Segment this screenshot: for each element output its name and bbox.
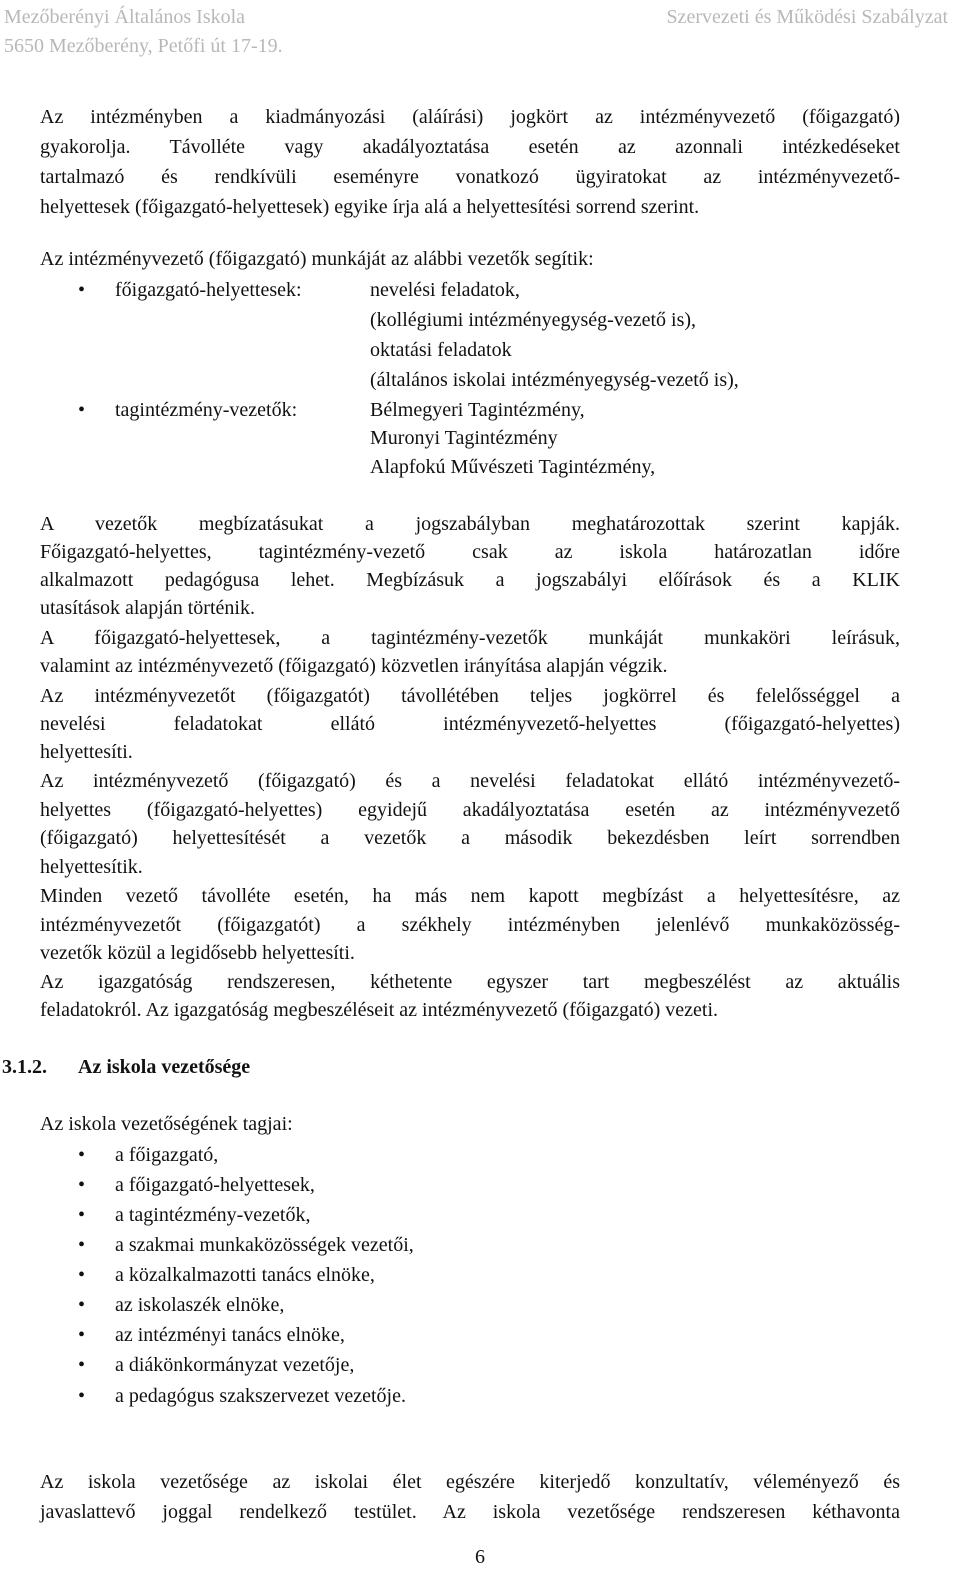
paragraph-line: Minden vezető távolléte esetén, ha más nem kapott megbízást a helyettesítésre, az	[40, 885, 900, 907]
paragraph-line: helyettesek (főigazgató-helyettesek) egyike írja alá a helyettesítési sorrend szerint.	[40, 196, 700, 218]
header-address: 5650 Mezőberény, Petőfi út 17-19.	[4, 35, 283, 57]
member-item: a főigazgató,	[115, 1144, 219, 1166]
member-item: a szakmai munkaközösségek vezetői,	[115, 1234, 414, 1256]
paragraph-line: Az intézményben a kiadmányozási (aláírási) jogkört az intézményvezető (főigazgató)	[40, 106, 900, 128]
header-school-name: Mezőberényi Általános Iskola	[4, 6, 246, 28]
branch-institution: Bélmegyeri Tagintézmény,	[370, 399, 585, 421]
bullet: •	[78, 1324, 86, 1346]
bullet: •	[78, 1144, 86, 1166]
bullet: •	[78, 1294, 86, 1316]
deputy-duty: nevelési feladatok,	[370, 279, 520, 301]
member-item: a tagintézmény-vezetők,	[115, 1204, 311, 1226]
paragraph-line: utasítások alapján történik.	[40, 597, 255, 619]
paragraph-line: Főigazgató-helyettes, tagintézmény-vezető csak az iskola határozatlan időre	[40, 541, 900, 563]
paragraph-line: Az intézményvezető (főigazgató) és a nevelési feladatokat ellátó intézményvezető-	[40, 770, 900, 792]
bullet: •	[78, 1174, 86, 1196]
deputy-duty: (általános iskolai intézményegység-vezető is),	[370, 369, 739, 391]
paragraph-line: javaslattevő joggal rendelkező testület. Az iskola vezetősége rendszeresen kéthavonta	[40, 1501, 900, 1523]
page-number: 6	[475, 1546, 485, 1568]
paragraph-line: helyettes (főigazgató-helyettes) egyidejű akadályoztatása esetén az intézményvezető	[40, 799, 900, 821]
paragraph-line: A főigazgató-helyettesek, a tagintézmény-vezetők munkáját munkaköri leírásuk,	[40, 627, 900, 649]
section-number: 3.1.2.	[2, 1056, 47, 1078]
member-item: a pedagógus szakszervezet vezetője.	[115, 1385, 406, 1407]
member-item: a diákönkormányzat vezetője,	[115, 1354, 355, 1376]
branch-institution: Muronyi Tagintézmény	[370, 427, 558, 449]
paragraph-line: valamint az intézményvezető (főigazgató) közvetlen irányítása alapján végzik.	[40, 655, 668, 677]
paragraph-line: gyakorolja. Távolléte vagy akadályoztatása esetén az azonnali intézkedéseket	[40, 136, 900, 158]
section-title: Az iskola vezetősége	[78, 1056, 251, 1078]
paragraph-line: Az iskola vezetősége az iskolai élet egészére kiterjedő konzultatív, véleményező és	[40, 1471, 900, 1493]
paragraph-line: nevelési feladatokat ellátó intézményvezető-helyettes (főigazgató-helyettes)	[40, 713, 900, 735]
bullet: •	[78, 279, 86, 301]
helpers-intro: Az intézményvezető (főigazgató) munkáját az alábbi vezetők segítik:	[40, 248, 594, 270]
deputy-duty: (kollégiumi intézményegység-vezető is),	[370, 309, 697, 331]
bullet: •	[78, 1204, 86, 1226]
bullet: •	[78, 1234, 86, 1256]
member-item: az iskolaszék elnöke,	[115, 1294, 285, 1316]
member-item: az intézményi tanács elnöke,	[115, 1324, 345, 1346]
branch-heads-label: tagintézmény-vezetők:	[115, 399, 298, 421]
paragraph-line: (főigazgató) helyettesítését a vezetők a második bekezdésben leírt sorrendben	[40, 827, 900, 849]
paragraph-line: helyettesíti.	[40, 741, 133, 763]
members-intro: Az iskola vezetőségének tagjai:	[40, 1113, 293, 1135]
paragraph-line: helyettesítik.	[40, 856, 143, 878]
bullet: •	[78, 1385, 86, 1407]
paragraph-line: intézményvezetőt (főigazgatót) a székhely intézményben jelenlévő munkaközösség-	[40, 914, 900, 936]
bullet: •	[78, 399, 86, 421]
paragraph-line: Az igazgatóság rendszeresen, kéthetente egyszer tart megbeszélést az aktuális	[40, 971, 900, 993]
paragraph-line: Az intézményvezetőt (főigazgatót) távollétében teljes jogkörrel és felelősséggel a	[40, 685, 900, 707]
paragraph-line: tartalmazó és rendkívüli eseményre vonatkozó ügyiratokat az intézményvezető-	[40, 166, 900, 188]
header-document-title: Szervezeti és Működési Szabályzat	[666, 6, 948, 28]
deputies-label: főigazgató-helyettesek:	[115, 279, 302, 301]
member-item: a főigazgató-helyettesek,	[115, 1174, 315, 1196]
paragraph-line: feladatokról. Az igazgatóság megbeszéléseit az intézményvezető (főigazgató) vezeti.	[40, 999, 719, 1021]
paragraph-line: A vezetők megbízatásukat a jogszabályban meghatározottak szerint kapják.	[40, 513, 900, 535]
member-item: a közalkalmazotti tanács elnöke,	[115, 1264, 375, 1286]
paragraph-line: vezetők közül a legidősebb helyettesíti.	[40, 942, 355, 964]
branch-institution: Alapfokú Művészeti Tagintézmény,	[370, 456, 656, 478]
deputy-duty: oktatási feladatok	[370, 339, 512, 361]
bullet: •	[78, 1264, 86, 1286]
bullet: •	[78, 1354, 86, 1376]
paragraph-line: alkalmazott pedagógusa lehet. Megbízásuk a jogszabályi előírások és a KLIK	[40, 569, 900, 591]
